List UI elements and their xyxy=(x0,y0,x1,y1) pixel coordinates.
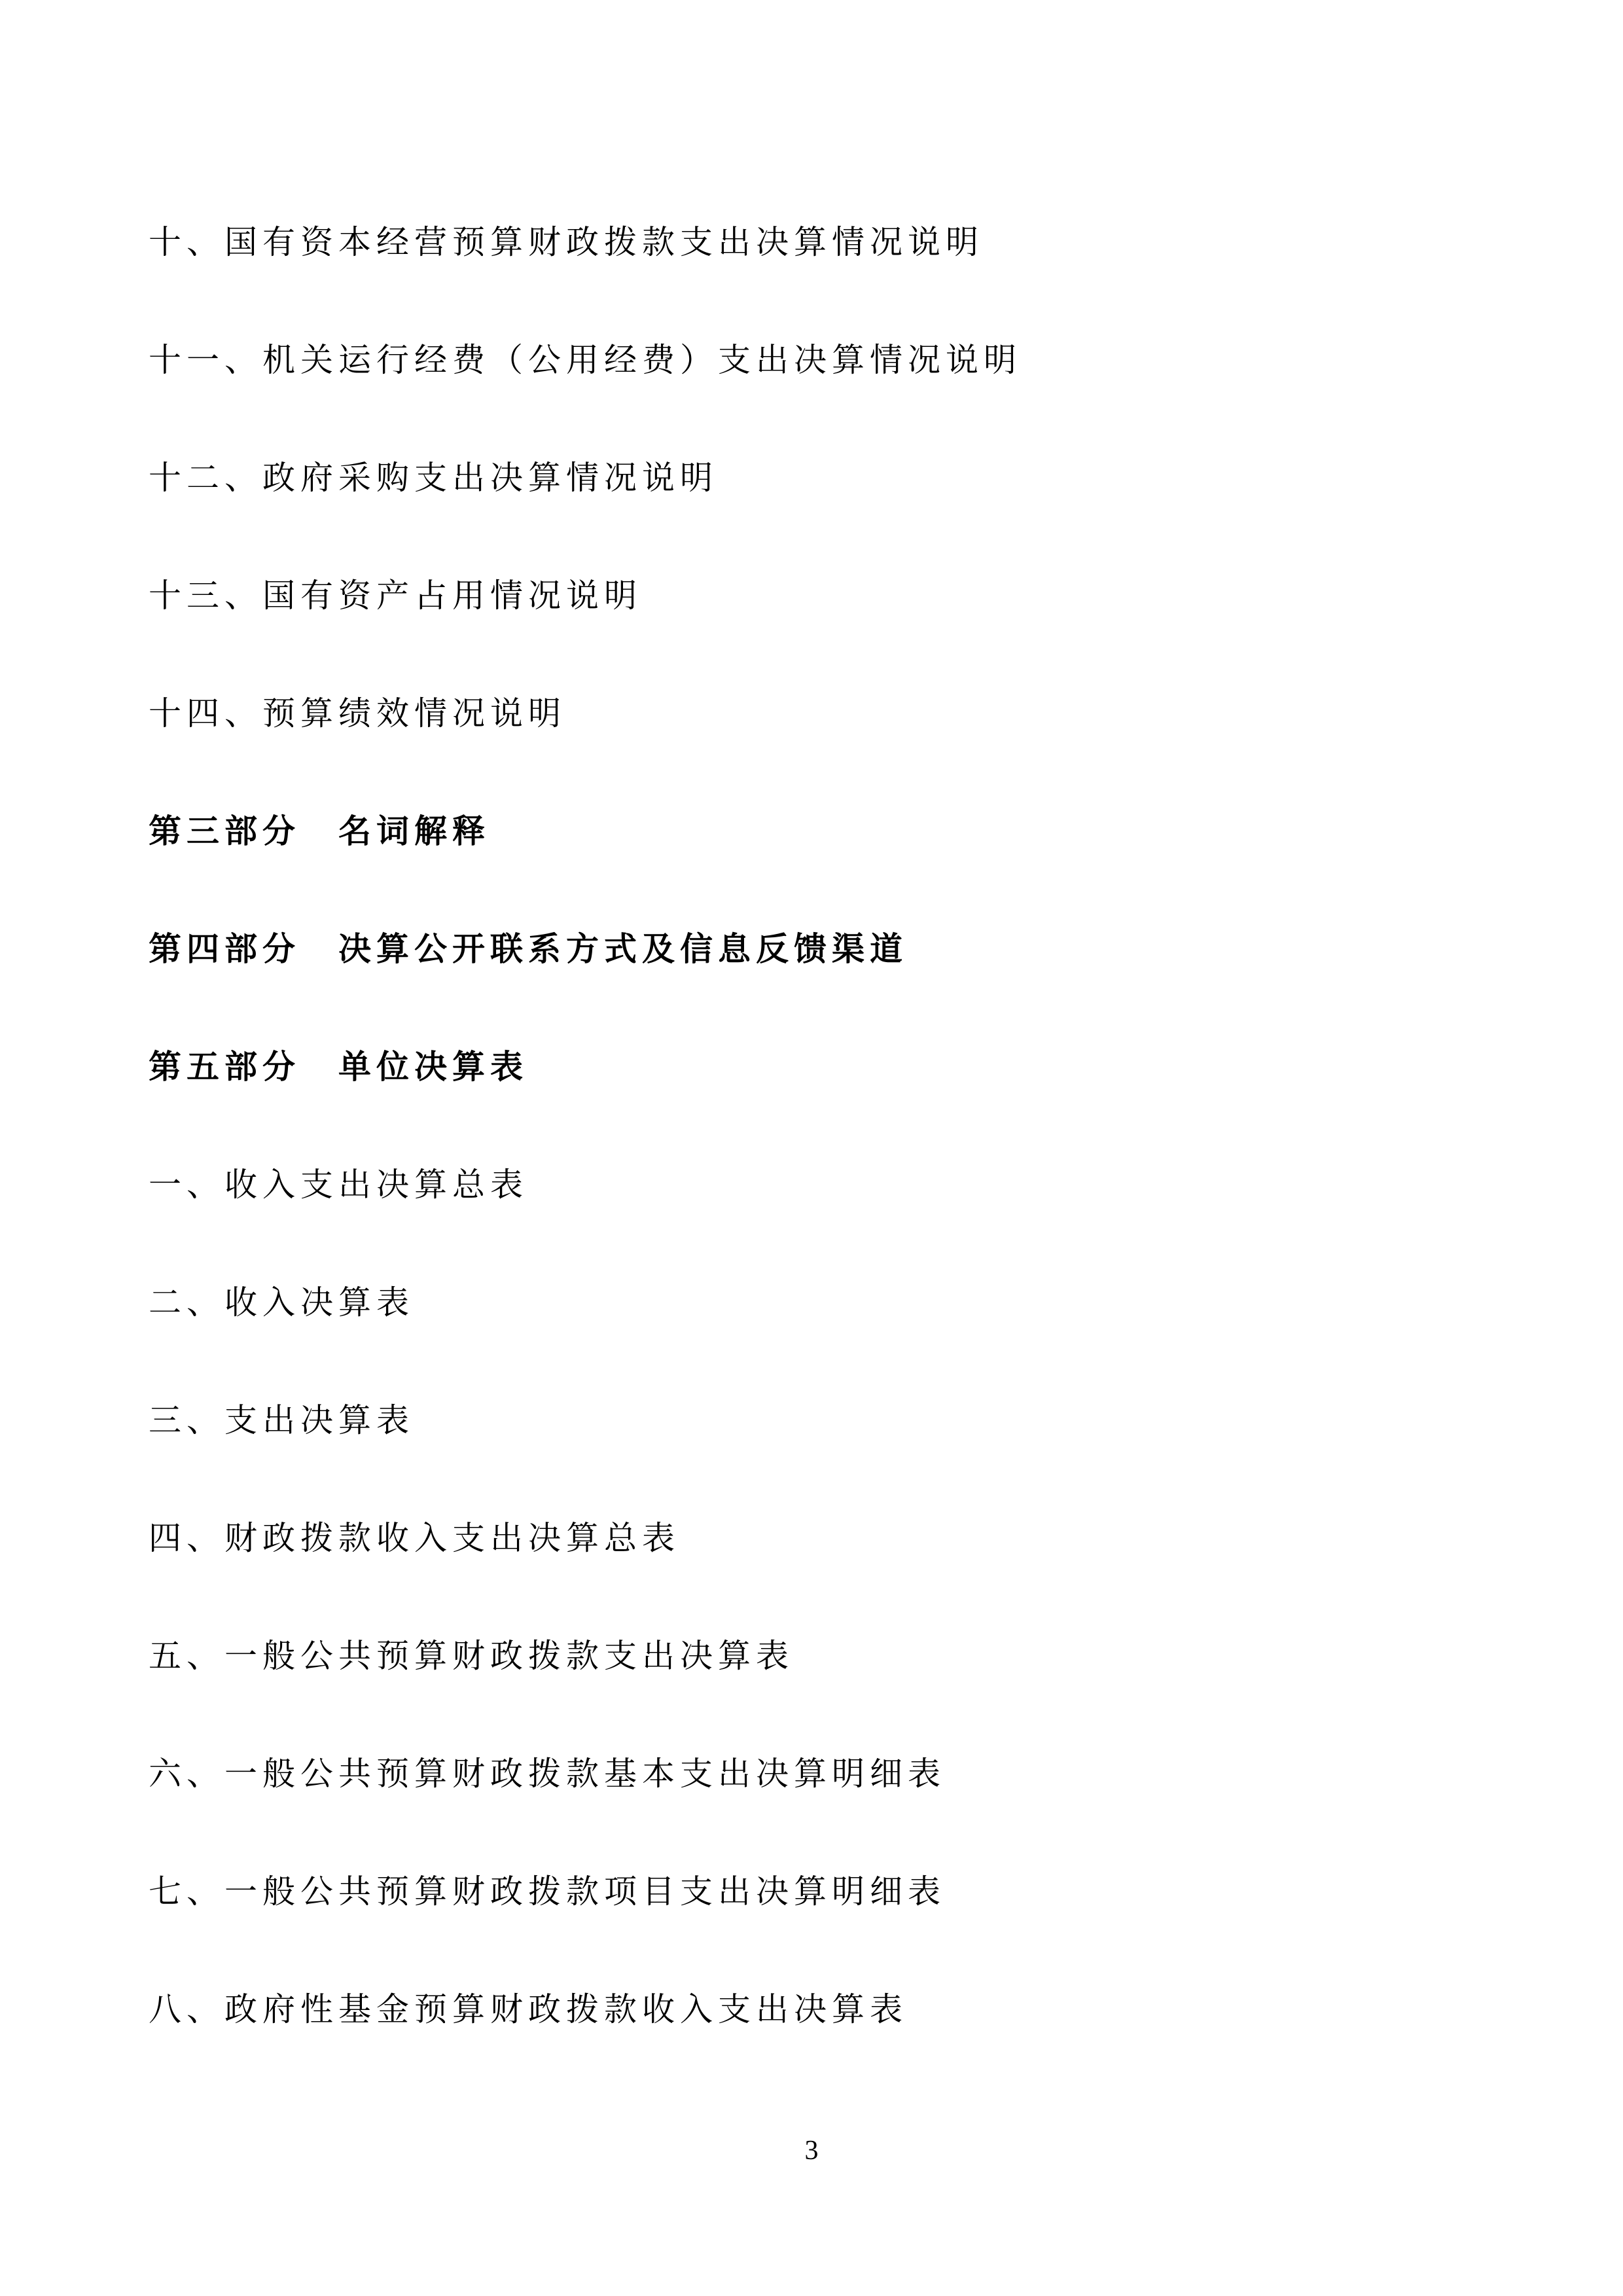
toc-section-header xyxy=(149,888,1525,1005)
page-number: 3 xyxy=(804,2136,819,2166)
toc-item xyxy=(149,1948,1525,2066)
toc-item-text: 十二、政府采购支出决算情况说明 xyxy=(149,459,718,496)
toc-item xyxy=(149,652,1525,770)
toc-item-text: 三、支出决算表 xyxy=(149,1402,414,1439)
toc-item-text: 二、收入决算表 xyxy=(149,1284,414,1321)
toc-item-text: 五、一般公共预算财政拨款支出决算表 xyxy=(149,1638,794,1674)
table-of-contents xyxy=(149,181,1525,2066)
toc-item-text: 十一、机关运行经费（公用经费）支出决算情况说明 xyxy=(149,342,1022,378)
toc-item-text: 十三、国有资产占用情况说明 xyxy=(149,577,642,614)
toc-item-text: 八、政府性基金预算财政拨款收入支出决算表 xyxy=(149,1991,908,2028)
toc-item xyxy=(149,534,1525,652)
toc-section-header-text: 第五部分 单位决算表 xyxy=(149,1049,528,1085)
toc-item-text: 一、收入支出决算总表 xyxy=(149,1166,528,1203)
toc-section-header-text: 第三部分 名词解释 xyxy=(149,813,490,850)
toc-item xyxy=(149,1712,1525,1830)
toc-item xyxy=(149,1594,1525,1712)
toc-section-header-text: 第四部分 决算公开联系方式及信息反馈渠道 xyxy=(149,931,908,967)
toc-section-header xyxy=(149,770,1525,888)
toc-item-text: 十四、预算绩效情况说明 xyxy=(149,695,566,732)
toc-item-text: 四、财政拨款收入支出决算总表 xyxy=(149,1520,680,1556)
toc-item xyxy=(149,1123,1525,1241)
toc-item xyxy=(149,1359,1525,1477)
toc-item-text: 六、一般公共预算财政拨款基本支出决算明细表 xyxy=(149,1755,946,1792)
toc-item-text: 七、一般公共预算财政拨款项目支出决算明细表 xyxy=(149,1873,946,1910)
toc-section-header xyxy=(149,1005,1525,1123)
toc-item xyxy=(149,1830,1525,1948)
toc-item xyxy=(149,1241,1525,1359)
toc-item xyxy=(149,181,1525,298)
toc-item-text: 十、国有资本经营预算财政拨款支出决算情况说明 xyxy=(149,224,984,260)
toc-item xyxy=(149,1477,1525,1594)
toc-item xyxy=(149,298,1525,416)
toc-item xyxy=(149,416,1525,534)
